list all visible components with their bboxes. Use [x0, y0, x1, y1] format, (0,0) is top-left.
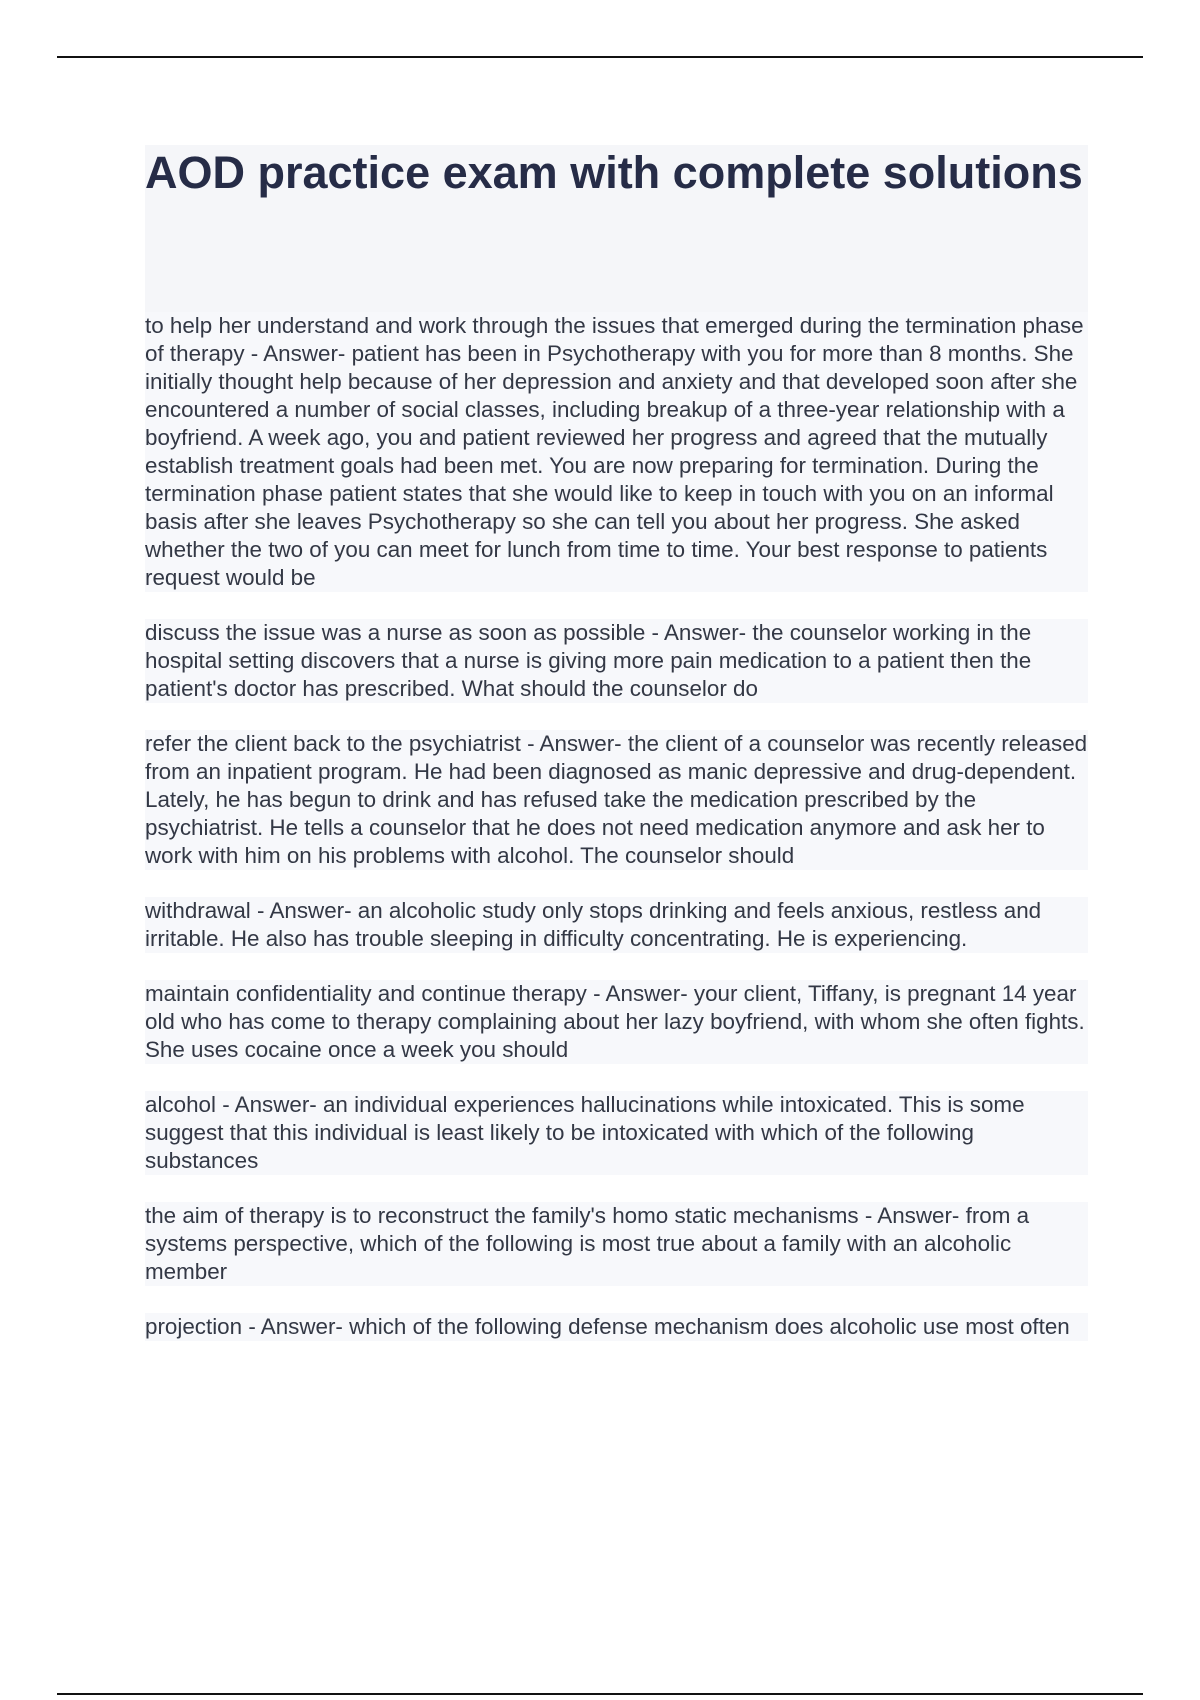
answer-text: to help her understand and work through the issues that emerged during the termination phase of therapy	[145, 313, 1084, 366]
qa-item	[145, 897, 1088, 953]
answer-separator: - Answer-	[858, 1203, 966, 1228]
answer-text: the aim of therapy is to reconstruct the family's homo static mechanisms	[145, 1203, 859, 1228]
answer-separator: - Answer-	[645, 620, 753, 645]
answer-text: withdrawal	[145, 898, 251, 923]
answer-separator: - Answer-	[242, 1314, 350, 1339]
qa-item	[145, 312, 1088, 592]
question-text: your client, Tiffany, is pregnant 14 year old who has come to therapy complaining about her lazy boyfriend, with whom she often fights. She uses cocaine once a week you should	[145, 981, 1085, 1062]
question-text: the counselor working in the hospital setting discovers that a nurse is giving more pain medication to a patient then the patient's doctor has prescribed. What should the counselor do	[145, 620, 1032, 701]
bottom-rule	[57, 1693, 1143, 1695]
answer-text: refer the client back to the psychiatrist	[145, 731, 521, 756]
qa-item	[145, 980, 1088, 1064]
answer-text: projection	[145, 1314, 243, 1339]
answer-separator: - Answer-	[586, 981, 694, 1006]
question-text: which of the following defense mechanism does alcoholic use most often	[349, 1314, 1070, 1339]
qa-item	[145, 1202, 1088, 1286]
answer-text: discuss the issue was a nurse as soon as possible	[145, 620, 646, 645]
qa-item	[145, 730, 1088, 870]
qa-item	[145, 1091, 1088, 1175]
answer-text: maintain confidentiality and continue therapy	[145, 981, 587, 1006]
qa-item	[145, 619, 1088, 703]
answer-separator: - Answer-	[250, 898, 358, 923]
answer-text: alcohol	[145, 1092, 216, 1117]
answer-separator: - Answer-	[244, 341, 352, 366]
question-text: an individual experiences hallucinations while intoxicated. This is some suggest that this individual is least likely to be intoxicated with which of the following substances	[145, 1092, 1025, 1173]
question-text: the client of a counselor was recently released from an inpatient program. He had been diagnosed as manic depressive and drug-dependent. Lately, he has begun to drink and has refused take the medication prescribed by the psychiatrist. He tells a counselor that he does not need medication anymore and ask her to work with him on his problems with alcohol. The counselor should	[145, 731, 1088, 868]
answer-separator: - Answer-	[520, 731, 628, 756]
question-text: from a systems perspective, which of the following is most true about a family with an alcoholic member	[145, 1203, 1030, 1284]
answer-separator: - Answer-	[215, 1092, 323, 1117]
top-rule	[57, 56, 1143, 58]
title-block	[145, 145, 1088, 320]
page-title: AOD practice exam with complete solutions	[145, 147, 1083, 198]
qa-item	[145, 1313, 1088, 1341]
qa-list	[145, 312, 1088, 1368]
question-text: patient has been in Psychotherapy with you for more than 8 months. She initially thought help because of her depression and anxiety and that developed soon after she encountered a number of social classes, including breakup of a three-year relationship with a boyfriend. A week ago, you and patient reviewed her progress and agreed that the mutually establish treatment goals had been met. You are now preparing for termination. During the termination phase patient states that she would like to keep in touch with you on an informal basis after she leaves Psychotherapy so she can tell you about her progress. She asked whether the two of you can meet for lunch from time to time. Your best response to patients request would be	[145, 341, 1078, 590]
question-text: an alcoholic study only stops drinking and feels anxious, restless and irritable. He also has trouble sleeping in difficulty concentrating. He is experiencing.	[145, 898, 1042, 951]
